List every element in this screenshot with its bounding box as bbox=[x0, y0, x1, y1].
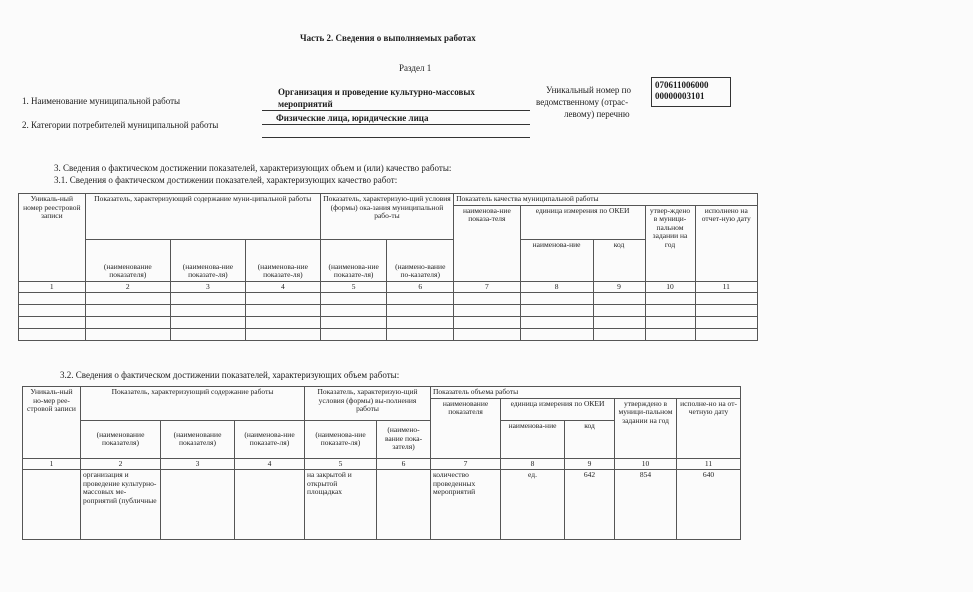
t2-sub-3: (наименова-ние показате-ля) bbox=[235, 420, 305, 458]
t1-num: 11 bbox=[695, 281, 758, 293]
work-name-value-line1: Организация и проведение культурно-массовых bbox=[278, 87, 475, 97]
t2-h-unit-name: наименова-ние bbox=[501, 420, 565, 458]
t1-num: 10 bbox=[645, 281, 695, 293]
t2-h-unit: единица измерения по ОКЕИ bbox=[501, 398, 615, 420]
t1-num: 2 bbox=[85, 281, 170, 293]
t1-h-unit: единица измерения по ОКЕИ bbox=[520, 205, 645, 239]
part-title: Часть 2. Сведения о выполняемых работах bbox=[300, 33, 476, 43]
t2-row-approved: 854 bbox=[615, 470, 677, 540]
t1-num: 4 bbox=[245, 281, 320, 293]
work-name-underline bbox=[262, 110, 530, 111]
t2-sub-4: (наименова-ние показате-ля) bbox=[305, 420, 377, 458]
t2-row-done: 640 bbox=[677, 470, 741, 540]
t1-h-reg: Уникаль-ный номер реестровой записи bbox=[19, 194, 86, 282]
unique-label-1: Уникальный номер по bbox=[546, 85, 631, 95]
section-title: Раздел 1 bbox=[399, 63, 432, 73]
work-name-value-line2: мероприятий bbox=[278, 99, 333, 109]
t2-row-code: 642 bbox=[565, 470, 615, 540]
t1-h-name: наименова-ние показа-теля bbox=[454, 205, 521, 281]
t1-h-unit-code: код bbox=[593, 239, 645, 281]
consumers-underline-2 bbox=[262, 137, 530, 138]
t2-h-content: Показатель, характеризующий содержание работы bbox=[81, 387, 305, 421]
t1-num: 5 bbox=[320, 281, 387, 293]
t1-empty-row bbox=[19, 293, 758, 305]
t2-h-unit-code: код bbox=[565, 420, 615, 458]
t1-h-done: исполнено на отчет-ную дату bbox=[695, 205, 758, 281]
quality-indicators-table bbox=[18, 193, 758, 341]
unique-number-line1: 070611006000 bbox=[655, 80, 709, 90]
t1-num: 6 bbox=[387, 281, 454, 293]
t1-empty-row bbox=[19, 329, 758, 341]
t2-num: 1 bbox=[23, 458, 81, 470]
unique-number-box bbox=[651, 77, 731, 107]
t1-sub-4: (наименова-ние показате-ля) bbox=[320, 239, 387, 281]
t2-row-unit: ед. bbox=[501, 470, 565, 540]
t2-h-name: наименование показателя bbox=[431, 398, 501, 458]
t1-num: 3 bbox=[170, 281, 245, 293]
t1-empty-row bbox=[19, 305, 758, 317]
t2-num: 11 bbox=[677, 458, 741, 470]
t1-empty-row bbox=[19, 317, 758, 329]
t2-sub-2: (наименование показателя) bbox=[161, 420, 235, 458]
t2-data-row bbox=[23, 470, 741, 540]
t1-sub-3: (наименова-ние показате-ля) bbox=[245, 239, 320, 281]
volume-indicators-table bbox=[22, 386, 741, 540]
t2-sub-5: (наимено-вание пока-зателя) bbox=[377, 420, 431, 458]
t1-h-unit-name: наименова-ние bbox=[520, 239, 593, 281]
consumers-underline-1 bbox=[262, 124, 530, 125]
t1-num: 9 bbox=[593, 281, 645, 293]
t1-h-approved: утвер-ждено в муници-пальном задании на год bbox=[645, 205, 695, 281]
unique-label-2: ведомственному (отрас- bbox=[536, 97, 629, 107]
t1-h-content: Показатель, характеризующий содержание муни-ципальной работы bbox=[85, 194, 320, 240]
t2-h-reg: Уникаль-ный но-мер рее-стровой записи bbox=[23, 387, 81, 459]
t2-num: 5 bbox=[305, 458, 377, 470]
t2-h-approved: утверждено в муници-пальном задании на год bbox=[615, 398, 677, 458]
t2-row-indicator: количество проведенных мероприятий bbox=[431, 470, 501, 540]
t2-num: 10 bbox=[615, 458, 677, 470]
t2-row-content: организация и проведение культурно-массовых ме-роприятий (публичные bbox=[81, 470, 161, 540]
t1-num: 1 bbox=[19, 281, 86, 293]
t1-h-conditions: Показатель, характеризую-щий условия (формы) ока-зания муниципальной рабо-ты bbox=[320, 194, 453, 240]
t2-num: 2 bbox=[81, 458, 161, 470]
consumers-value: Физические лица, юридические лица bbox=[276, 113, 429, 123]
t1-h-quality: Показатель качества муниципальной работы bbox=[454, 194, 758, 206]
t2-h-done: исполне-но на от-четную дату bbox=[677, 398, 741, 458]
t1-sub-5: (наимено-вание по-казателя) bbox=[387, 239, 454, 281]
section31-title: 3.1. Сведения о фактическом достижении показателей, характеризующих качество работ: bbox=[54, 175, 398, 185]
section32-title: 3.2. Сведения о фактическом достижении показателей, характеризующих объем работы: bbox=[60, 370, 400, 380]
t2-row-conditions: на закрытой и открытой площадках bbox=[305, 470, 377, 540]
unique-number-line2: 00000003101 bbox=[655, 91, 705, 101]
t2-h-volume: Показатель объема работы bbox=[431, 387, 741, 399]
t2-num: 6 bbox=[377, 458, 431, 470]
unique-label-3: левому) перечню bbox=[564, 109, 630, 119]
t2-num: 7 bbox=[431, 458, 501, 470]
t1-num: 8 bbox=[520, 281, 593, 293]
t1-sub-1: (наименование показателя) bbox=[85, 239, 170, 281]
section3-title: 3. Сведения о фактическом достижении показателей, характеризующих объем и (или) качество работы: bbox=[54, 163, 452, 173]
t2-h-conditions: Показатель, характеризую-щий условия (формы) вы-полнения работы bbox=[305, 387, 431, 421]
t1-sub-2: (наименова-ние показате-ля) bbox=[170, 239, 245, 281]
t2-sub-1: (наименование показателя) bbox=[81, 420, 161, 458]
t2-num: 4 bbox=[235, 458, 305, 470]
consumers-label: 2. Категории потребителей муниципальной работы bbox=[22, 120, 219, 130]
t1-num: 7 bbox=[454, 281, 521, 293]
work-name-label: 1. Наименование муниципальной работы bbox=[22, 96, 181, 106]
t2-num: 8 bbox=[501, 458, 565, 470]
t2-num: 9 bbox=[565, 458, 615, 470]
t2-num: 3 bbox=[161, 458, 235, 470]
